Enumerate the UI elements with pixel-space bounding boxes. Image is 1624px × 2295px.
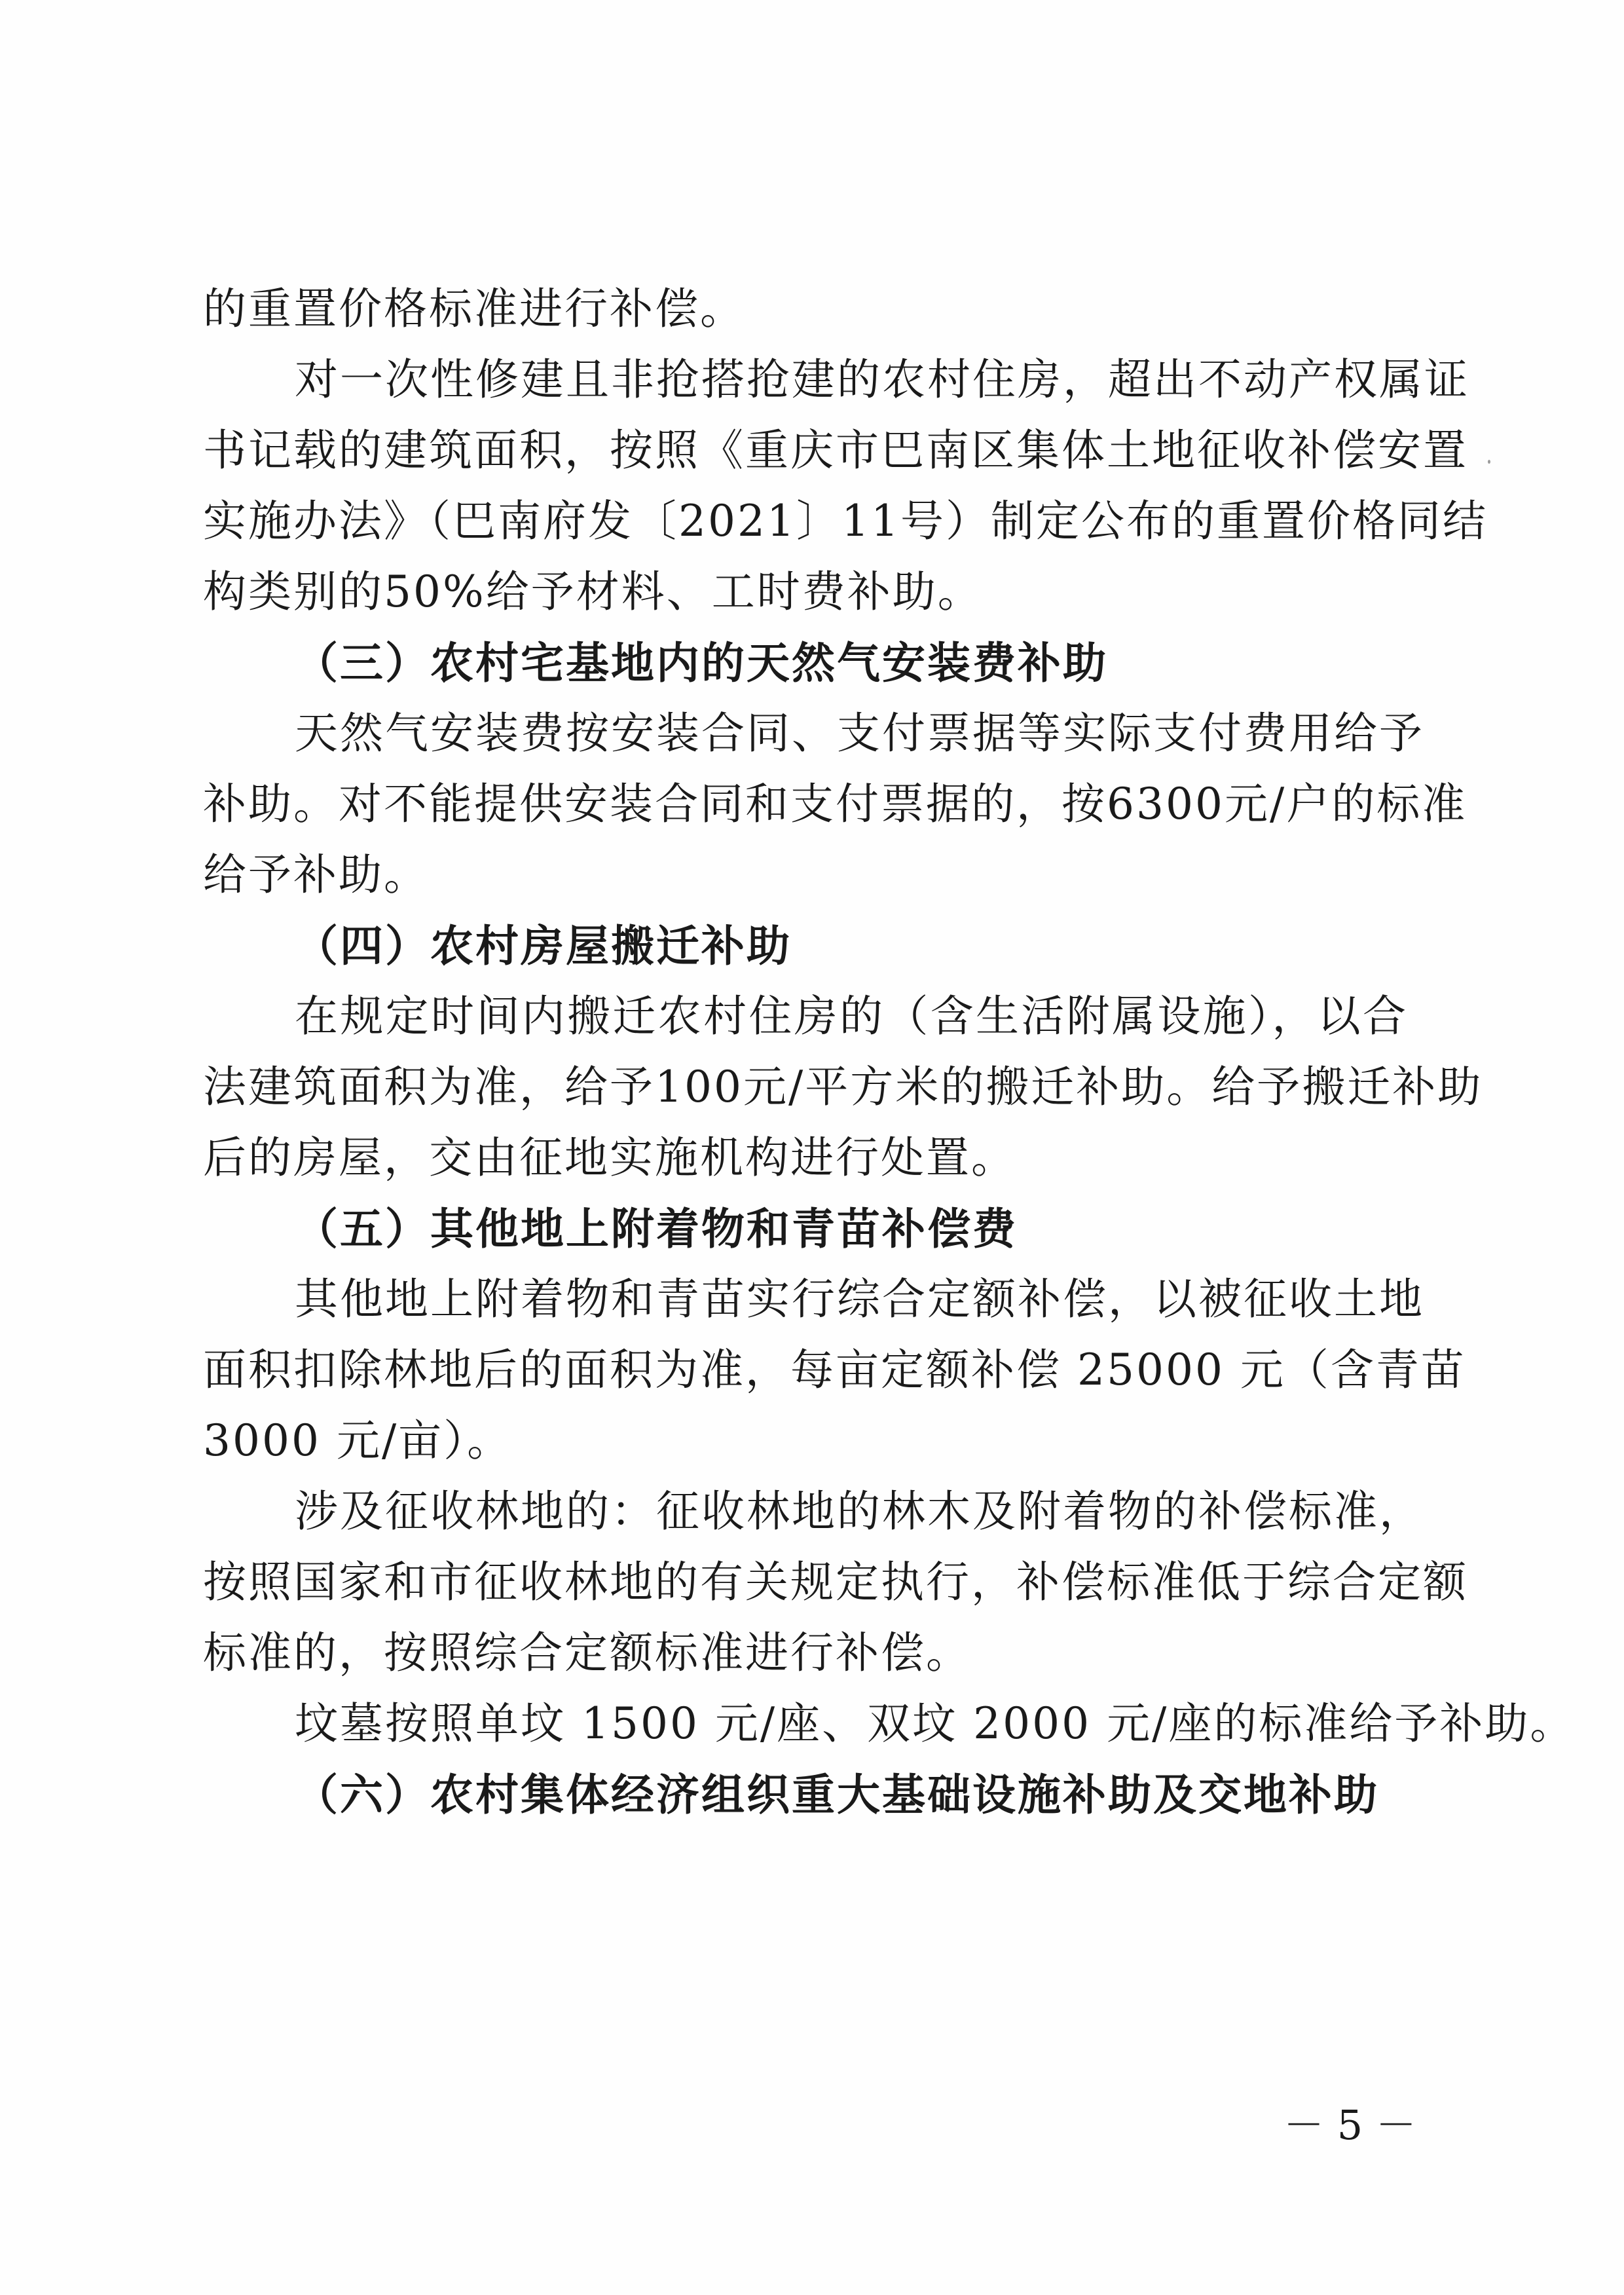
paragraph-line: 给予补助。 bbox=[203, 849, 429, 900]
paragraph-line: 按照国家和市征收林地的有关规定执行，补偿标准低于综合定额 bbox=[203, 1557, 1468, 1607]
paragraph-line: 在规定时间内搬迁农村住房的（含生活附属设施），以合 bbox=[295, 991, 1408, 1041]
document-body bbox=[203, 274, 1576, 1830]
paragraph-line: 对一次性修建且非抢搭抢建的农村住房，超出不动产权属证 bbox=[295, 354, 1469, 405]
scan-artifact-dot bbox=[1488, 460, 1490, 464]
paragraph-line: 构类别的50%给予材料、工时费补助。 bbox=[203, 567, 983, 617]
section-heading-3: （三）农村宅基地内的天然气安装费补助 bbox=[295, 637, 1108, 688]
section-heading-5: （五）其他地上附着物和青苗补偿费 bbox=[295, 1203, 1018, 1254]
paragraph-line: 补助。对不能提供安装合同和支付票据的，按6300元/户的标准 bbox=[203, 779, 1467, 829]
paragraph-continuation-line: 的重置价格标准进行补偿。 bbox=[203, 284, 745, 334]
paragraph-line: 3000 元/亩）。 bbox=[203, 1415, 513, 1466]
paragraph-line: 面积扣除林地后的面积为准，每亩定额补偿 25000 元（含青苗 bbox=[203, 1345, 1466, 1395]
section-heading-4: （四）农村房屋搬迁补助 bbox=[295, 920, 792, 971]
paragraph-line: 标准的，按照综合定额标准进行补偿。 bbox=[203, 1628, 971, 1678]
paragraph-line: 其他地上附着物和青苗实行综合定额补偿，以被征收土地 bbox=[295, 1274, 1424, 1324]
paragraph-line: 后的房屋，交由征地实施机构进行处置。 bbox=[203, 1132, 1016, 1183]
paragraph-line: 实施办法》（巴南府发〔2021〕11号）制定公布的重置价格同结 bbox=[203, 496, 1488, 546]
section-heading-6: （六）农村集体经济组织重大基础设施补助及交地补助 bbox=[295, 1769, 1379, 1820]
page-number: － 5 － bbox=[1283, 2101, 1416, 2149]
paragraph-line: 涉及征收林地的：征收林地的林木及附着物的补偿标准， bbox=[295, 1486, 1424, 1537]
paragraph-line: 坟墓按照单坟 1500 元/座、双坟 2000 元/座的标准给予补助。 bbox=[295, 1698, 1576, 1749]
paragraph-line: 书记载的建筑面积，按照《重庆市巴南区集体土地征收补偿安置 bbox=[203, 425, 1468, 476]
paragraph-line: 法建筑面积为准，给予100元/平方米的搬迁补助。给予搬迁补助 bbox=[203, 1062, 1483, 1112]
paragraph-line: 天然气安装费按安装合同、支付票据等实际支付费用给予 bbox=[295, 708, 1424, 758]
